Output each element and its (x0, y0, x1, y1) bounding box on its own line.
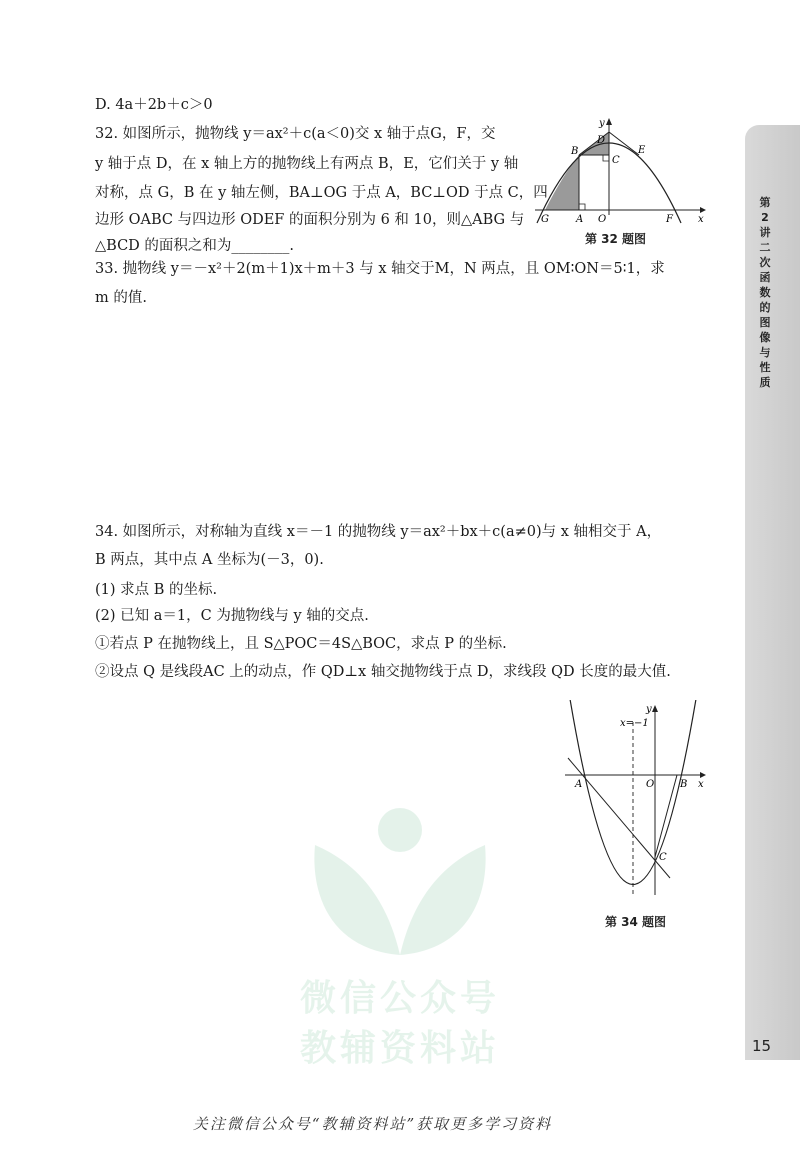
q34-line-1: 34. 如图所示，对称轴为直线 x＝－1 的抛物线 y＝ax²＋bx＋c(a≠0)与 x 轴相交于 A， (95, 524, 662, 540)
q34-part-2: (2) 已知 a＝1，C 为抛物线与 y 轴的交点. (95, 608, 369, 624)
q32-line-3: 对称，点 G，B 在 y 轴左侧，BA⊥OG 于点 A，BC⊥OD 于点 C，四 (95, 185, 548, 201)
label-y: y (599, 118, 605, 129)
y-axis-arrow (652, 705, 658, 712)
chapter-title: 第2讲 二次函数的图像与性质 (759, 196, 771, 389)
label-b: B (571, 146, 579, 157)
q32-figure-caption: 第 32 题图 (585, 232, 647, 246)
q31-option-d: D. 4a＋2b＋c＞0 (95, 97, 213, 113)
label-o: O (598, 214, 607, 225)
right-angle-a (579, 204, 585, 210)
watermark-line-1: 微信公众号 (299, 978, 500, 1019)
label-f: F (666, 214, 673, 225)
label-o: O (646, 779, 655, 790)
q34-line-2: B 两点，其中点 A 坐标为(－3，0). (95, 552, 324, 568)
y-axis-arrow (606, 118, 612, 125)
label-c: C (612, 155, 620, 166)
q32-line-1: 32. 如图所示，抛物线 y＝ax²＋c(a＜0)交 x 轴于点G，F，交 (95, 126, 496, 142)
watermark-logo (305, 805, 495, 965)
label-y: y (646, 704, 652, 715)
x-axis-arrow (700, 772, 706, 778)
right-angle-c (603, 155, 609, 161)
q32-line-5: △BCD 的面积之和为________. (95, 238, 295, 254)
label-e: E (638, 145, 646, 156)
q32-figure (535, 115, 720, 227)
q32-line-4: 边形 OABC 与四边形 ODEF 的面积分别为 6 和 10，则△ABG 与 (95, 212, 525, 228)
label-a: A (575, 779, 583, 790)
triangle-abg-shade (545, 155, 579, 210)
page-number: 15 (752, 1037, 772, 1055)
x-axis-arrow (700, 207, 706, 213)
footer-note: 关注微信公众号“教辅资料站”获取更多学习资料 (192, 1115, 553, 1133)
label-b: B (680, 779, 688, 790)
q34-part-1: (1) 求点 B 的坐标. (95, 582, 218, 598)
q34-figure-caption: 第 34 题图 (605, 915, 667, 929)
label-x: x (698, 779, 704, 790)
segment-bc (655, 775, 677, 857)
q33-line-1: 33. 抛物线 y＝－x²＋2(m＋1)x＋m＋3 与 x 轴交于M，N 两点，且 OM∶ON＝5∶1，求 (95, 261, 665, 277)
q34-part-2-2: ②设点 Q 是线段AC 上的动点，作 QD⊥x 轴交抛物线于点 D，求线段 QD 长度的最大值. (95, 664, 671, 680)
q32-line-2: y 轴于点 D，在 x 轴上方的抛物线上有两点 B，E，它们关于 y 轴 (95, 156, 519, 172)
q33-line-2: m 的值. (95, 290, 147, 306)
label-x: x (698, 214, 704, 225)
label-axis: x=−1 (620, 718, 649, 729)
label-c: C (659, 852, 667, 863)
label-a: A (576, 214, 584, 225)
label-g: G (541, 214, 549, 225)
q34-part-2-1: ①若点 P 在抛物线上，且 S△POC＝4S△BOC，求点 P 的坐标. (95, 636, 507, 652)
q34-figure (560, 700, 720, 910)
watermark-line-2: 教辅资料站 (299, 1028, 500, 1069)
label-d: D (597, 135, 606, 146)
